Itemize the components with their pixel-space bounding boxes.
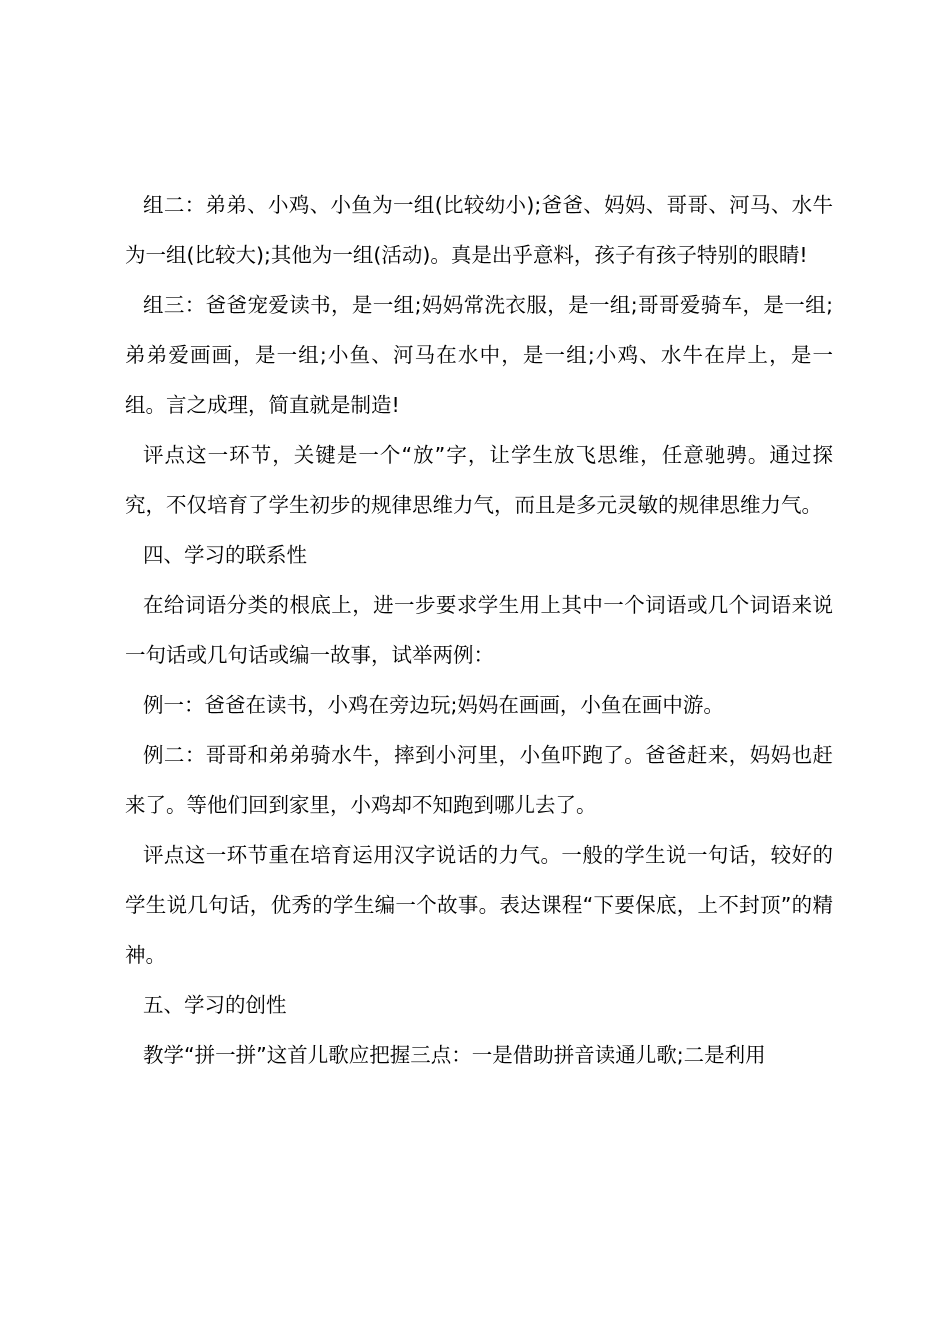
paragraph-comment-two: 评点这一环节重在培育运用汉字说话的力气。一般的学生说一句话，较好的学生说几句话，优秀的学生编一个故事。表达课程“下要保底，上不封顶”的精神。: [125, 843, 833, 967]
paragraph-teaching: 教学“拼一拼”这首儿歌应把握三点：一是借助拼音读通儿歌;二是利用: [143, 1043, 766, 1067]
paragraph-intro-examples: 在给词语分类的根底上，进一步要求学生用上其中一个词语或几个词语来说一句话或几句话或编一故事，试举两例：: [125, 593, 833, 667]
document-body: [125, 180, 833, 1080]
paragraph-example-one: 例一：爸爸在读书，小鸡在旁边玩;妈妈在画画，小鱼在画中游。: [143, 693, 724, 717]
section-heading-five: 五、学习的创性: [143, 993, 287, 1017]
paragraph-group-three: 组三：爸爸宠爱读书，是一组;妈妈常洗衣服，是一组;哥哥爱骑车，是一组;弟弟爱画画，是一组;小鱼、河马在水中，是一组;小鸡、水牛在岸上，是一组。言之成理，简直就是制造!: [125, 293, 833, 417]
paragraph-example-two: 例二：哥哥和弟弟骑水牛，摔到小河里，小鱼吓跑了。爸爸赶来，妈妈也赶来了。等他们回到家里，小鸡却不知跑到哪儿去了。: [125, 743, 833, 817]
paragraph-group-two: 组二：弟弟、小鸡、小鱼为一组(比较幼小);爸爸、妈妈、哥哥、河马、水牛为一组(比较大);其他为一组(活动)。真是出乎意料，孩子有孩子特别的眼睛!: [125, 193, 833, 267]
paragraph-comment-one: 评点这一环节，关键是一个“放”字，让学生放飞思维，任意驰骋。通过探究，不仅培育了学生初步的规律思维力气，而且是多元灵敏的规律思维力气。: [125, 443, 833, 517]
section-heading-four: 四、学习的联系性: [143, 543, 307, 567]
